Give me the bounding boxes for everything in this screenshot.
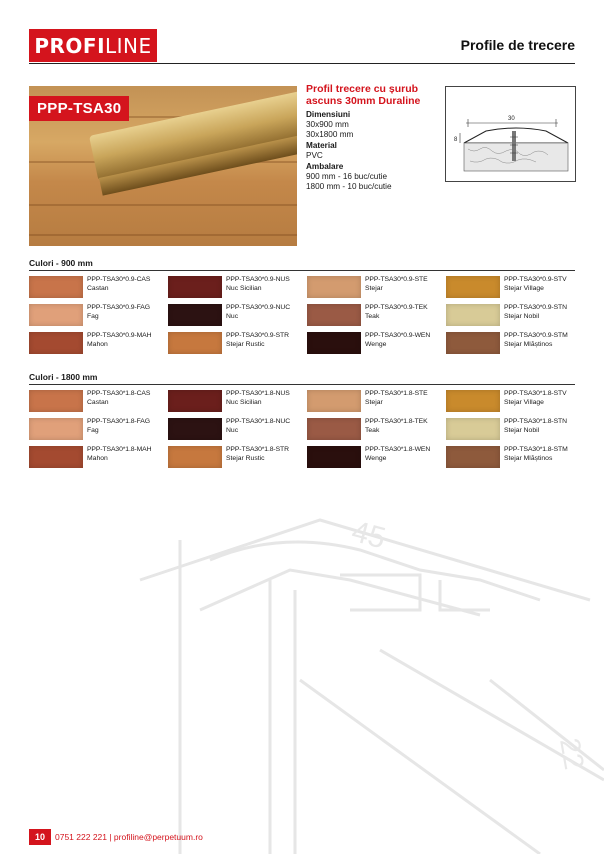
color-swatch [168, 446, 222, 468]
color-name: Fag [87, 313, 99, 320]
color-code: PPP-TSA30*1.8-NUC [226, 418, 291, 425]
color-item [446, 389, 582, 415]
color-swatch [446, 276, 500, 298]
color-code: PPP-TSA30*0.9-NUS [226, 276, 290, 283]
color-name: Stejar Nobil [504, 427, 540, 434]
color-code: PPP-TSA30*0.9-MAH [87, 332, 152, 339]
color-code: PPP-TSA30*1.8-STM [504, 446, 568, 453]
color-item [29, 445, 165, 471]
color-item [446, 303, 582, 329]
color-item [446, 417, 582, 443]
section-title-1800: Culori - 1800 mm [29, 372, 98, 382]
color-name: Mahon [87, 455, 108, 462]
color-item [168, 445, 304, 471]
color-swatch [307, 390, 361, 412]
color-code: PPP-TSA30*0.9-STM [504, 332, 568, 339]
color-code: PPP-TSA30*0.9-STE [365, 276, 428, 283]
color-item [168, 275, 304, 301]
color-name: Stejar Village [504, 399, 544, 406]
color-swatch [446, 390, 500, 412]
color-swatch [29, 332, 83, 354]
section-title-900: Culori - 900 mm [29, 258, 93, 268]
packaging-value: 900 mm - 16 buc/cutie [306, 172, 388, 181]
color-code: PPP-TSA30*0.9-STR [226, 332, 289, 339]
color-name: Mahon [87, 341, 108, 348]
color-item [168, 303, 304, 329]
color-item [446, 275, 582, 301]
color-name: Wenge [365, 455, 387, 462]
dimension-value: 30x900 mm [306, 120, 349, 129]
color-name: Teak [365, 427, 380, 434]
brand-logo [29, 29, 157, 62]
color-swatch [168, 276, 222, 298]
packaging-value: 1800 mm - 10 buc/cutie [306, 182, 392, 191]
color-item [29, 303, 165, 329]
color-code: PPP-TSA30*0.9-STV [504, 276, 567, 283]
color-code: PPP-TSA30*1.8-TEK [365, 418, 428, 425]
color-code: PPP-TSA30*1.8-MAH [87, 446, 152, 453]
color-name: Stejar Mlăștinos [504, 341, 553, 348]
color-item [307, 331, 443, 357]
color-swatch [168, 390, 222, 412]
color-code: PPP-TSA30*0.9-CAS [87, 276, 151, 283]
color-name: Stejar [365, 399, 383, 406]
color-item [29, 417, 165, 443]
color-code: PPP-TSA30*0.9-FAG [87, 304, 150, 311]
color-code: PPP-TSA30*1.8-STN [504, 418, 567, 425]
product-info [306, 83, 441, 192]
width-dimension-label: 30 [508, 116, 515, 122]
color-swatch [446, 418, 500, 440]
color-item [168, 331, 304, 357]
page-number: 10 [29, 829, 51, 845]
color-item [307, 303, 443, 329]
color-code: PPP-TSA30*1.8-FAG [87, 418, 150, 425]
color-item [29, 275, 165, 301]
color-name: Nuc [226, 313, 239, 320]
color-name: Castan [87, 399, 109, 406]
color-name: Teak [365, 313, 380, 320]
height-dimension-label: 8 [454, 137, 458, 143]
color-item [168, 417, 304, 443]
color-code: PPP-TSA30*1.8-STE [365, 390, 428, 397]
color-name: Nuc Sicilian [226, 285, 262, 292]
color-name: Fag [87, 427, 99, 434]
logo-light-text: LINE [105, 33, 152, 58]
section-divider [29, 384, 575, 385]
color-swatch [307, 276, 361, 298]
color-swatch [446, 304, 500, 326]
color-swatch [307, 304, 361, 326]
color-swatch [29, 390, 83, 412]
profile-cross-section [446, 87, 575, 181]
dimensions-label: Dimensiuni [306, 110, 351, 119]
color-item [168, 389, 304, 415]
color-name: Stejar Rustic [226, 455, 265, 462]
color-name: Wenge [365, 341, 387, 348]
color-item [446, 331, 582, 357]
section-divider [29, 270, 575, 271]
color-name: Stejar Nobil [504, 313, 540, 320]
product-code-badge: PPP-TSA30 [29, 96, 129, 121]
color-code: PPP-TSA30*1.8-STV [504, 390, 567, 397]
color-swatch [29, 276, 83, 298]
color-code: PPP-TSA30*1.8-WEN [365, 446, 431, 453]
dimension-value: 30x1800 mm [306, 130, 354, 139]
technical-diagram [445, 86, 576, 182]
watermark-label: 22 [554, 735, 591, 772]
color-name: Stejar Village [504, 285, 544, 292]
color-name: Stejar Rustic [226, 341, 265, 348]
page-title: Profile de trecere [460, 37, 575, 53]
color-code: PPP-TSA30*0.9-STN [504, 304, 567, 311]
watermark-label: 45 [348, 514, 389, 556]
header-divider [29, 63, 575, 64]
color-swatch [168, 332, 222, 354]
color-code: PPP-TSA30*0.9-WEN [365, 332, 431, 339]
logo-bold-text: PROFI [34, 33, 106, 58]
color-item [307, 445, 443, 471]
product-title: Profil trecere cu șurub ascuns 30mm Duraline [306, 83, 421, 107]
color-code: PPP-TSA30*1.8-NUS [226, 390, 290, 397]
color-item [29, 331, 165, 357]
color-swatch [446, 332, 500, 354]
color-swatch [307, 418, 361, 440]
color-code: PPP-TSA30*1.8-CAS [87, 390, 151, 397]
color-name: Nuc Sicilian [226, 399, 262, 406]
material-value: PVC [306, 151, 323, 160]
color-item [307, 389, 443, 415]
color-swatch [29, 304, 83, 326]
color-swatch [29, 418, 83, 440]
color-name: Castan [87, 285, 109, 292]
color-code: PPP-TSA30*1.8-STR [226, 446, 289, 453]
color-name: Stejar [365, 285, 383, 292]
contact-info: 0751 222 221 | profiline@perpetuum.ro [55, 832, 203, 842]
color-item [307, 417, 443, 443]
color-name: Stejar Mlăștinos [504, 455, 553, 462]
color-swatch [446, 446, 500, 468]
color-swatch [168, 418, 222, 440]
color-swatch [168, 304, 222, 326]
material-label: Material [306, 141, 337, 150]
color-item [446, 445, 582, 471]
background-watermark-drawing [120, 480, 604, 854]
color-item [307, 275, 443, 301]
color-code: PPP-TSA30*0.9-NUC [226, 304, 291, 311]
color-grid-900 [29, 275, 575, 359]
color-swatch [29, 446, 83, 468]
color-item [29, 389, 165, 415]
color-swatch [307, 446, 361, 468]
color-grid-1800 [29, 389, 575, 473]
packaging-label: Ambalare [306, 162, 344, 171]
color-code: PPP-TSA30*0.9-TEK [365, 304, 428, 311]
color-swatch [307, 332, 361, 354]
color-name: Nuc [226, 427, 239, 434]
